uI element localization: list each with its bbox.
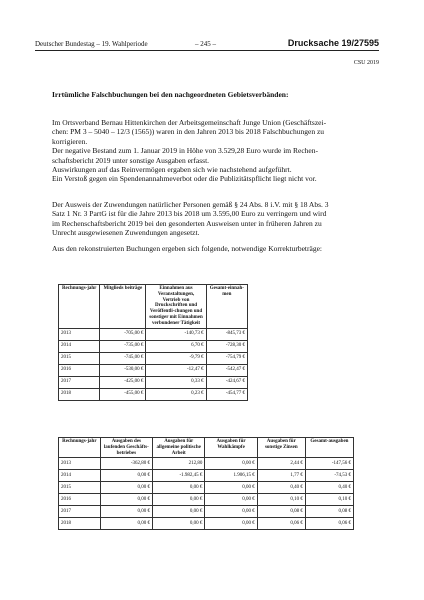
- cell-value: 212,80: [153, 458, 205, 470]
- table-header-row: [59, 438, 354, 458]
- cell-year: 2017: [59, 506, 101, 518]
- cell-value: 0,33 €: [146, 376, 206, 388]
- cell-value: -9,79 €: [146, 352, 206, 364]
- cell-value: 0,10 €: [257, 494, 305, 506]
- cell-value: 0,00 €: [205, 482, 257, 494]
- table-row: [59, 482, 354, 494]
- cell-value: 0,23 €: [146, 388, 206, 400]
- cell-value: 2,44 €: [257, 458, 305, 470]
- col-header-total-expenses: Gesamt-ausgaben: [305, 438, 353, 458]
- header-drucksache: [288, 38, 379, 48]
- table-row: [59, 328, 248, 340]
- paragraph-line: Ein Verstoß gegen ein Spendenannahmeverbot oder die Publizitätspflicht liegt nicht vor.: [52, 174, 317, 184]
- cell-year: 2018: [59, 518, 101, 530]
- table-row: [59, 518, 354, 530]
- cell-value: 1,77 €: [257, 470, 305, 482]
- cell-value: 1.906,15 €: [205, 470, 257, 482]
- cell-year: 2013: [59, 458, 101, 470]
- cell-value: -728,30 €: [206, 340, 247, 352]
- paragraph-line: im Rechenschaftsbericht 2019 bei den gesonderten Ausweisen unter in früheren Jahren zu: [52, 218, 322, 228]
- cell-value: 0,40 €: [257, 482, 305, 494]
- cell-year: 2015: [59, 352, 100, 364]
- paragraph-line: Unrecht ausgewiesenen Zuwendungen angesetzt.: [52, 228, 200, 238]
- cell-value: 0,06 €: [257, 518, 305, 530]
- cell-value: -74,53 €: [305, 470, 353, 482]
- cell-value: -455,00 €: [100, 388, 146, 400]
- paragraph-line: Der negative Bestand zum 1. Januar 2019 in Höhe von 3.529,28 Euro wurde im Rechen-: [52, 146, 318, 156]
- cell-value: -754,79 €: [206, 352, 247, 364]
- cell-value: 0,00 €: [205, 458, 257, 470]
- party-label: CSU 2019: [353, 60, 379, 66]
- cell-value: -1.982,45 €: [153, 470, 205, 482]
- cell-value: -845,73 €: [206, 328, 247, 340]
- col-header-year: Rechnungs-jahr: [59, 285, 100, 329]
- col-header-interest: Ausgaben für sonstige Zinsen: [257, 438, 305, 458]
- table-row: [59, 352, 248, 364]
- cell-value: 0,00 €: [153, 494, 205, 506]
- header-drucksache-number: 27595: [353, 38, 379, 48]
- table-row: [59, 388, 248, 400]
- cell-value: 0,00 €: [153, 506, 205, 518]
- paragraph-korrektur: Aus den rekonstruierten Buchungen ergeben sich folgende, notwendige Korrekturbeträge:: [52, 244, 322, 253]
- paragraph-line: korrigieren.: [52, 136, 88, 146]
- section-title: Irrtümliche Falschbuchungen bei den nachgeordneten Gebietsverbänden:: [52, 90, 289, 99]
- page-header: [35, 38, 379, 51]
- table-row: [59, 506, 354, 518]
- header-page-number: – 245 –: [195, 40, 216, 48]
- cell-value: -705,00 €: [100, 328, 146, 340]
- cell-value: 0,08 €: [257, 506, 305, 518]
- expense-correction-table: [58, 437, 354, 530]
- paragraph-line: Im Ortsverband Bernau Hittenkirchen der Arbeitsgemeinschaft Junge Union (Geschäftszei-: [52, 118, 327, 127]
- cell-year: 2014: [59, 470, 101, 482]
- paragraph-line: Satz 1 Nr. 3 PartG ist für die Jahre 2013 bis 2018 um 3.595,00 Euro zu verringern und wird: [52, 209, 327, 219]
- cell-value: 0,40 €: [305, 482, 353, 494]
- col-header-event-income: Einnahmen aus Veranstaltungen, Vertrieb von Druckschriften und Veröffentli-chungen und sonstiger mit Einnahmen verbundener Tätigkeit: [146, 285, 206, 329]
- col-header-membership-fees: Mitglieds beiträge: [100, 285, 146, 329]
- cell-value: -454,77 €: [206, 388, 247, 400]
- cell-value: -140,73 €: [146, 328, 206, 340]
- header-publisher: Deutscher Bundestag – 19. Wahlperiode: [35, 40, 148, 48]
- table-row: [59, 470, 354, 482]
- cell-value: 0,00 €: [205, 518, 257, 530]
- cell-value: 0,10 €: [305, 494, 353, 506]
- cell-value: -530,00 €: [100, 364, 146, 376]
- cell-value: 0,08 €: [305, 506, 353, 518]
- paragraph-zuwendungen: [52, 200, 382, 238]
- cell-value: 0,00 €: [100, 470, 152, 482]
- cell-year: 2016: [59, 494, 101, 506]
- income-correction-table: [58, 284, 248, 401]
- cell-year: 2013: [59, 328, 100, 340]
- cell-year: 2017: [59, 376, 100, 388]
- cell-value: 6,70 €: [146, 340, 206, 352]
- paragraph-ortsverband: [52, 118, 382, 184]
- table-header-row: [59, 285, 248, 329]
- cell-value: -745,00 €: [100, 352, 146, 364]
- table-row: [59, 458, 354, 470]
- col-header-operating-expenses: Ausgaben des laufenden Geschäfts-betriebes: [100, 438, 152, 458]
- cell-value: 0,00 €: [100, 518, 152, 530]
- cell-value: 0,00 €: [205, 506, 257, 518]
- cell-value: -12,47 €: [146, 364, 206, 376]
- cell-value: -424,67 €: [206, 376, 247, 388]
- cell-value: 0,00 €: [100, 482, 152, 494]
- cell-value: -542,47 €: [206, 364, 247, 376]
- cell-year: 2016: [59, 364, 100, 376]
- cell-value: -425,00 €: [100, 376, 146, 388]
- table-row: [59, 340, 248, 352]
- cell-value: 0,00 €: [153, 518, 205, 530]
- col-header-campaigns: Ausgaben für Wahlkämpfe: [205, 438, 257, 458]
- paragraph-line: chen: PM 3 – 5040 – 12/3 (1565)) waren in den Jahren 2013 bis 2018 Falschbuchungen zu: [52, 127, 325, 137]
- cell-value: -362,80 €: [100, 458, 152, 470]
- header-drucksache-label: Drucksache 19/: [287, 38, 354, 48]
- col-header-political-work: Ausgaben für allgemeine politische Arbeit: [153, 438, 205, 458]
- cell-year: 2018: [59, 388, 100, 400]
- table-row: [59, 376, 248, 388]
- cell-value: 0,06 €: [305, 518, 353, 530]
- cell-value: -147,56 €: [305, 458, 353, 470]
- cell-year: 2014: [59, 340, 100, 352]
- paragraph-line: schaftsbericht 2019 unter sonstige Ausgaben erfasst.: [52, 155, 210, 165]
- table-row: [59, 494, 354, 506]
- paragraph-line: Der Ausweis der Zuwendungen natürlicher Personen gemäß § 24 Abs. 8 i.V. mit § 18 Abs. 3: [52, 200, 329, 209]
- col-header-year: Rechnungs-jahr: [59, 438, 101, 458]
- cell-value: 0,00 €: [100, 506, 152, 518]
- cell-value: 0,00 €: [205, 494, 257, 506]
- table-row: [59, 364, 248, 376]
- cell-value: -735,00 €: [100, 340, 146, 352]
- cell-value: 0,00 €: [153, 482, 205, 494]
- cell-value: 0,00 €: [100, 494, 152, 506]
- cell-year: 2015: [59, 482, 101, 494]
- paragraph-line: Auswirkungen auf das Reinvermögen ergaben sich wie nachstehend aufgeführt.: [52, 165, 292, 175]
- col-header-total-income: Gesamt-einnah-men: [206, 285, 247, 329]
